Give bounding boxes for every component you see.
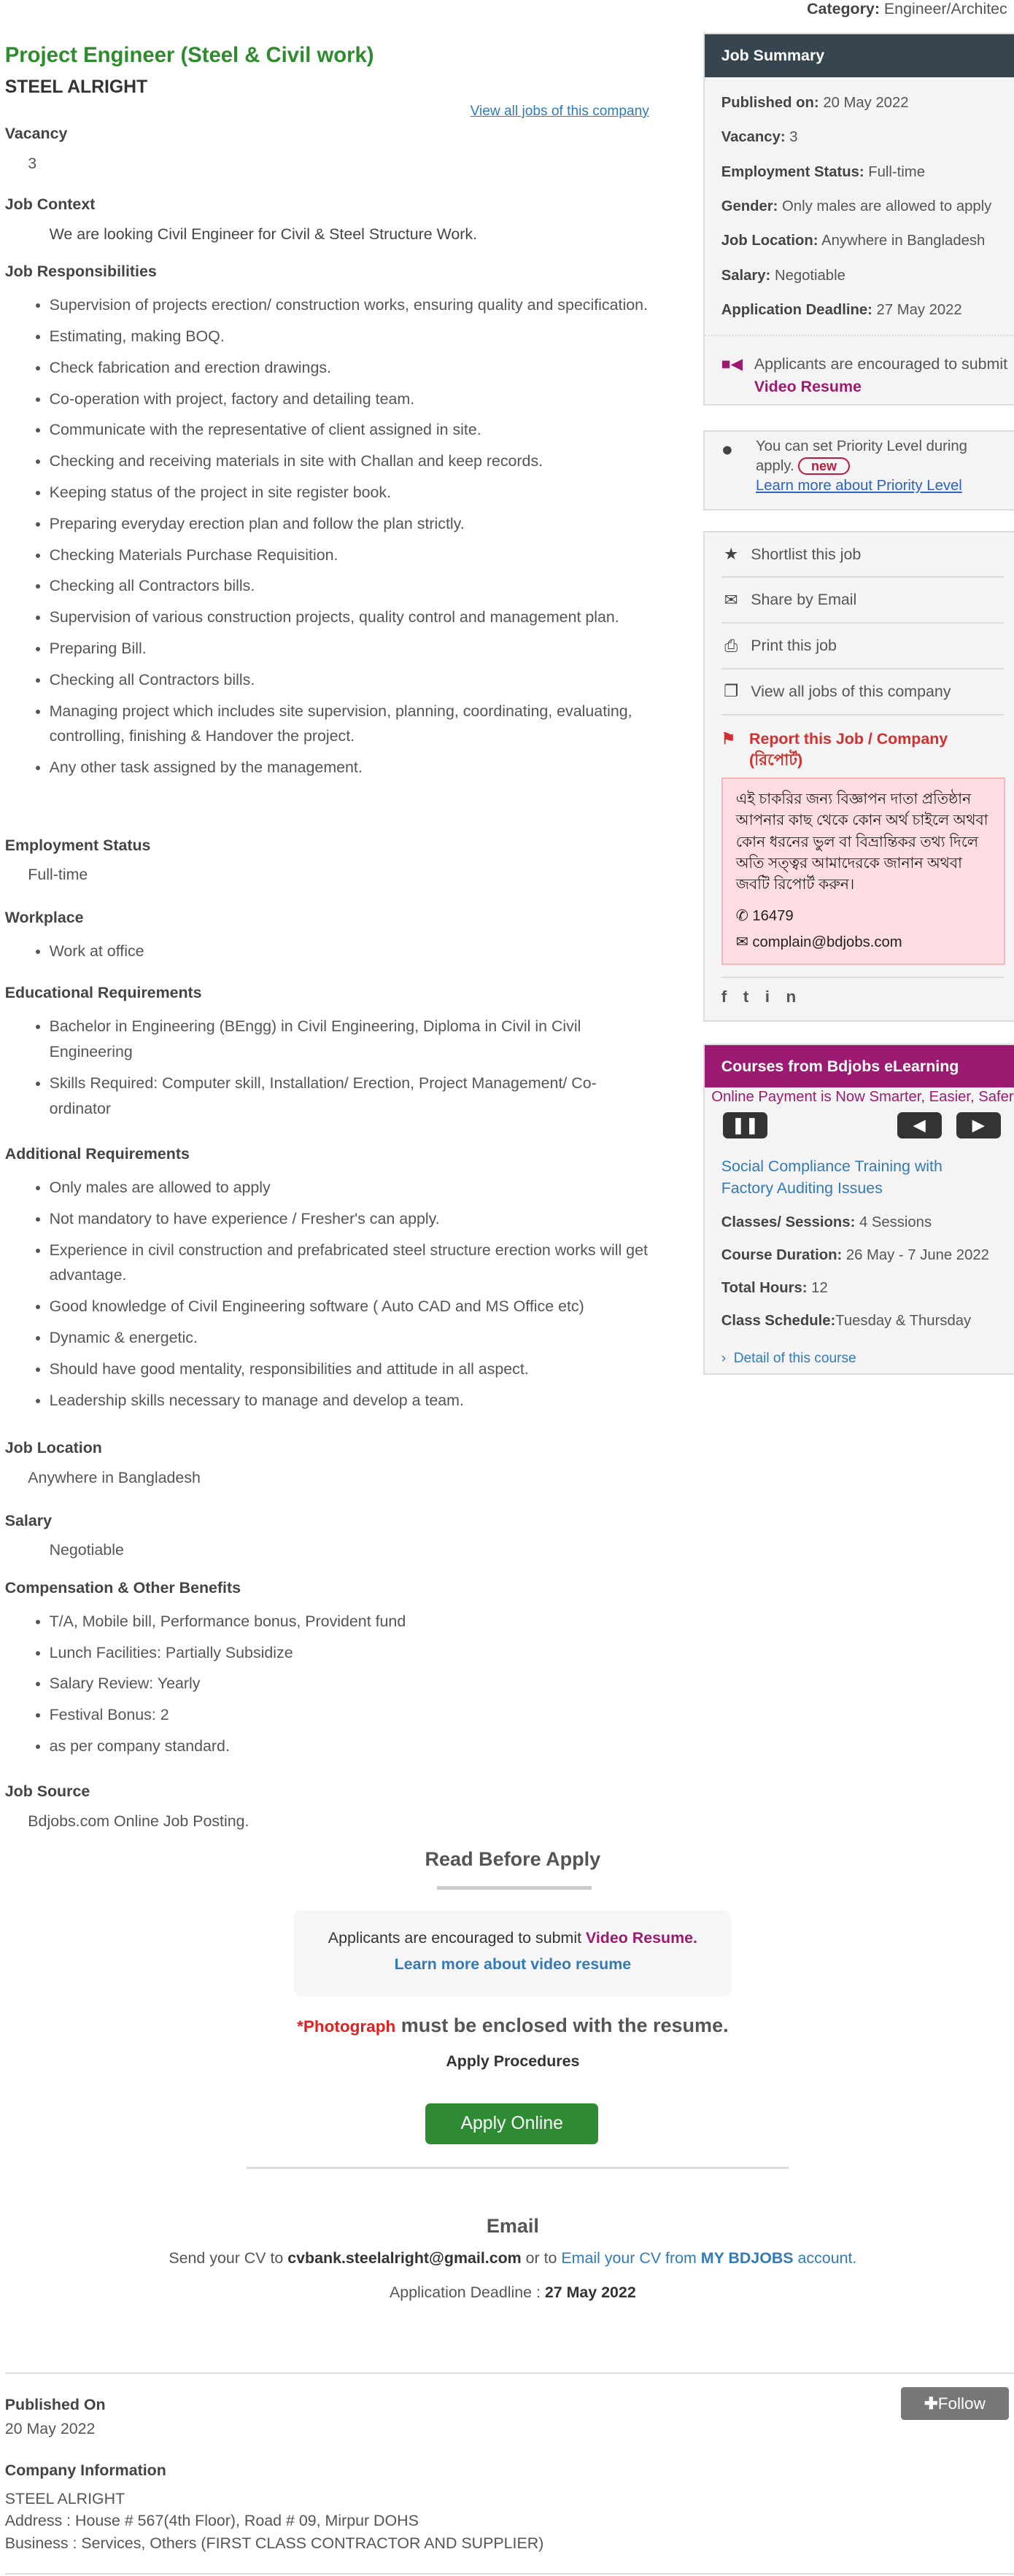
summary-row <box>721 1311 1014 1331</box>
list-item: • Leadership skills necessary to manage and develop a team. <box>50 1388 654 1413</box>
read-before-apply-heading: Read Before Apply <box>425 1848 601 1871</box>
summary-row <box>721 128 1014 147</box>
new-badge: new <box>798 457 850 475</box>
job-title: Project Engineer (Steel & Civil work) <box>4 42 374 67</box>
list-item: • Check fabrication and erection drawings. <box>50 355 654 381</box>
cv-email-address: cvbank.steelalright@gmail.com <box>287 2249 522 2267</box>
row-label: Course Duration: <box>721 1246 843 1263</box>
envelope-icon: ✉ <box>724 590 738 609</box>
job-context-section <box>5 195 654 244</box>
text: Applicants are encouraged to submit <box>754 354 1008 373</box>
list-item: • Preparing everyday erection plan and follow the plan strictly. <box>50 511 654 537</box>
email-instructions <box>0 2249 1014 2267</box>
workplace-section <box>5 909 654 970</box>
video-resume-link[interactable]: Video Resume. <box>585 1928 697 1947</box>
my-bdjobs-link[interactable]: MY BDJOBS <box>700 2249 794 2267</box>
label: Print this job <box>751 637 837 655</box>
source-section <box>5 1782 654 1831</box>
summary-rows <box>705 77 1014 320</box>
account-link[interactable]: account. <box>793 2249 857 2267</box>
text: Send your CV to <box>169 2249 288 2267</box>
video-camera-icon: ■◀ <box>721 354 743 373</box>
courses-title: Courses from Bdjobs eLearning <box>705 1045 1014 1088</box>
company-info-heading: Company Information <box>4 2461 166 2479</box>
list-item: • Experience in civil construction and prefabricated steel structure erection works will get advantage. <box>50 1238 654 1289</box>
row-value: 20 May 2022 <box>818 95 909 112</box>
label: Report this Job / Company (রিপোর্ট) <box>749 729 948 769</box>
previous-button[interactable] <box>897 1112 942 1138</box>
list-item: • Preparing Bill. <box>50 636 654 662</box>
video-text: Applicants are encouraged to submit <box>328 1928 582 1947</box>
row-value: 3 <box>785 129 798 146</box>
pause-icon: ❚❚ <box>731 1115 759 1134</box>
follow-button[interactable] <box>901 2387 1010 2420</box>
envelope-icon: ✉ <box>735 934 748 950</box>
copy-icon: ❐ <box>724 682 739 701</box>
label: Shortlist this job <box>751 545 862 563</box>
category <box>807 0 1007 18</box>
summary-row <box>721 266 1014 286</box>
list-item: • Lunch Facilities: Partially Subsidize <box>50 1640 654 1666</box>
course-rows <box>705 1213 1014 1331</box>
phone-icon: ✆ <box>735 907 748 924</box>
learn-video-resume-link[interactable]: Learn more about video resume <box>394 1955 632 1974</box>
list-item: • Managing project which includes site supervision, planning, coordinating, evaluating, controlling, finishing & Handover the project. <box>50 699 654 750</box>
responsibilities-list <box>5 292 654 780</box>
social-links <box>721 977 1004 1007</box>
section-heading: Additional Requirements <box>4 1145 190 1163</box>
priority-level-link[interactable]: Learn more about Priority Level <box>756 478 962 494</box>
summary-row <box>721 300 1014 320</box>
email-cv-link[interactable]: Email your CV from <box>561 2249 701 2267</box>
section-heading: Job Responsibilities <box>4 263 157 281</box>
section-heading: Educational Requirements <box>4 984 202 1002</box>
list-item: • Festival Bonus: 2 <box>50 1702 654 1728</box>
benefits-list <box>5 1609 654 1759</box>
label: View all jobs of this company <box>751 682 951 700</box>
salary-value: Negotiable <box>49 1541 124 1559</box>
shortlist-button[interactable] <box>721 532 1004 578</box>
photograph-required: *Photograph <box>297 2017 396 2036</box>
row-label: Published on: <box>721 95 819 112</box>
follow-label: Follow <box>937 2394 986 2413</box>
list-item: • Dynamic & energetic. <box>50 1325 654 1351</box>
divider <box>437 1886 592 1890</box>
share-email-button[interactable] <box>721 578 1004 624</box>
list-item: • Salary Review: Yearly <box>50 1671 654 1696</box>
phone-row <box>736 906 991 927</box>
vacancy-section <box>5 125 654 173</box>
list-item: • Checking and receiving materials in site with Challan and keep records. <box>50 449 654 474</box>
benefits-section <box>5 1579 654 1765</box>
video-resume-note <box>705 335 1014 399</box>
printer-icon: ⎙ <box>724 636 738 655</box>
list-item: • Work at office <box>50 939 654 964</box>
divider <box>247 2167 789 2168</box>
arrow-left-icon: ◀ <box>913 1115 926 1134</box>
next-button[interactable] <box>956 1112 1001 1138</box>
photograph-text: must be enclosed with the resume. <box>395 2014 729 2036</box>
course-title-link[interactable]: Social Compliance Training with Factory Auditing Issues <box>721 1157 943 1198</box>
source-value: Bdjobs.com Online Job Posting. <box>28 1812 249 1831</box>
list-item: • Co-operation with project, factory and detailing team. <box>50 387 654 412</box>
list-item: • Not mandatory to have experience / Fresher's can apply. <box>50 1206 654 1232</box>
video-resume-link[interactable]: Video Resume <box>754 378 862 396</box>
published-on-value: 20 May 2022 <box>4 2420 96 2438</box>
list-item: • T/A, Mobile bill, Performance bonus, Provident fund <box>50 1609 654 1634</box>
published-on-heading: Published On <box>4 2395 106 2413</box>
list-item: • Bachelor in Engineering (BEngg) in Civil Engineering, Diploma in Civil in Civil Engineering <box>50 1014 654 1065</box>
arrow-right-icon: ▶ <box>972 1115 985 1134</box>
additional-section <box>5 1145 654 1419</box>
email-row <box>736 932 991 953</box>
education-section <box>5 984 654 1127</box>
actions-panel <box>703 531 1014 1022</box>
location-section <box>5 1439 654 1487</box>
list-item: • Estimating, making BOQ. <box>50 324 654 349</box>
phone-number: 16479 <box>752 907 794 924</box>
priority-panel <box>703 430 1014 511</box>
section-heading: Workplace <box>4 908 84 926</box>
plus-icon: ✚ <box>924 2394 938 2413</box>
company-address: Address : House # 567(4th Floor), Road # 09, Mirpur DOHS <box>4 2512 419 2530</box>
flag-icon: ⚑ <box>721 729 735 748</box>
chevron-right-icon: › <box>721 1350 727 1366</box>
row-value: Anywhere in Bangladesh <box>818 233 986 249</box>
list-item: • Checking Materials Purchase Requisition. <box>50 543 654 568</box>
section-heading: Compensation & Other Benefits <box>4 1578 241 1597</box>
list-item: • Checking all Contractors bills. <box>50 573 654 599</box>
row-value: 4 Sessions <box>855 1214 932 1230</box>
apply-online-button[interactable]: Apply Online <box>425 2103 598 2144</box>
summary-row <box>721 93 1014 113</box>
print-button[interactable] <box>721 624 1004 670</box>
job-summary-panel <box>703 33 1014 406</box>
twitter-icon[interactable]: t <box>743 988 765 1006</box>
fraud-warning-box <box>721 777 1005 964</box>
company-name: STEEL ALRIGHT <box>4 2489 125 2507</box>
view-all-jobs-button[interactable] <box>721 670 1004 715</box>
row-label: Job Location: <box>721 233 818 249</box>
row-label: Salary: <box>721 267 771 284</box>
summary-row <box>721 1279 1014 1298</box>
category-label: Category: <box>807 0 880 18</box>
row-value: Only males are allowed to apply <box>778 198 992 215</box>
divider <box>5 2373 1014 2374</box>
row-value: 26 May - 7 June 2022 <box>842 1246 989 1263</box>
job-summary-title: Job Summary <box>705 34 1014 77</box>
video-resume-box <box>294 1911 731 1996</box>
location-value: Anywhere in Bangladesh <box>28 1469 201 1487</box>
row-label: Total Hours: <box>721 1279 808 1296</box>
list-item: • Supervision of various construction projects, quality control and management plan. <box>50 605 654 630</box>
summary-row <box>721 231 1014 251</box>
salary-section <box>5 1512 654 1560</box>
list-item: • Communicate with the representative of client assigned in site. <box>50 417 654 443</box>
label: Detail of this course <box>733 1350 856 1366</box>
row-value: Negotiable <box>770 267 845 284</box>
context-text: We are looking Civil Engineer for Civil & Steel Structure Work. <box>49 225 478 243</box>
view-all-jobs-link[interactable]: View all jobs of this company <box>470 103 649 119</box>
row-value: Tuesday & Thursday <box>835 1312 972 1329</box>
photograph-notice <box>0 2014 1014 2037</box>
row-value: 12 <box>807 1279 828 1296</box>
section-heading: Vacancy <box>4 125 68 143</box>
list-item: • Should have good mentality, responsibilities and attitude in all aspect. <box>50 1357 654 1382</box>
list-item: • Good knowledge of Civil Engineering software ( Auto CAD and MS Office etc) <box>50 1294 654 1319</box>
row-label: Gender: <box>721 198 778 215</box>
email-deadline <box>0 2284 1014 2302</box>
section-heading: Job Location <box>4 1439 102 1457</box>
list-item: • as per company standard. <box>50 1734 654 1759</box>
apply-procedures-heading: Apply Procedures <box>446 2052 580 2070</box>
section-heading: Employment Status <box>4 836 151 854</box>
courses-panel <box>703 1044 1014 1376</box>
courses-marquee: Online Payment is Now Smarter, Easier, Safer <box>711 1089 1014 1106</box>
row-value: 27 May 2022 <box>872 301 962 318</box>
facebook-icon[interactable]: f <box>721 988 743 1006</box>
list-item: • Any other task assigned by the management. <box>50 755 654 780</box>
summary-row <box>721 1213 1014 1233</box>
deadline-label: Application Deadline : <box>389 2284 545 2302</box>
complain-email: complain@bdjobs.com <box>752 934 902 950</box>
report-button[interactable] <box>721 729 984 772</box>
pause-button[interactable] <box>723 1112 767 1138</box>
section-heading: Job Context <box>4 195 96 214</box>
linkedin-icon[interactable]: in <box>765 988 813 1006</box>
category-value: Engineer/Architec <box>883 0 1007 18</box>
employment-status-section <box>5 837 654 885</box>
star-icon: ★ <box>724 545 739 564</box>
row-label: Class Schedule: <box>721 1312 836 1329</box>
email-heading: Email <box>486 2214 539 2237</box>
list-item: • Checking all Contractors bills. <box>50 667 654 693</box>
company-name: STEEL ALRIGHT <box>4 77 148 97</box>
summary-row <box>721 1246 1014 1265</box>
text: or to <box>521 2249 562 2267</box>
section-heading: Salary <box>4 1511 52 1529</box>
row-value: Full-time <box>864 163 925 180</box>
company-info <box>5 2488 544 2554</box>
row-label: Application Deadline: <box>721 301 872 318</box>
badge-icon: ● <box>721 438 734 461</box>
priority-text: You can set Priority Level during apply. <box>756 438 967 474</box>
deadline-value: 27 May 2022 <box>544 2284 636 2302</box>
row-label: Vacancy: <box>721 129 786 146</box>
responsibilities-section <box>5 263 654 786</box>
summary-row <box>721 197 1014 217</box>
additional-list <box>5 1175 654 1413</box>
label: Share by Email <box>751 591 857 609</box>
summary-row <box>721 163 1014 182</box>
row-label: Employment Status: <box>721 163 864 180</box>
list-item: • Keeping status of the project in site register book. <box>50 480 654 505</box>
divider <box>5 2573 1014 2575</box>
section-heading: Job Source <box>4 1782 90 1801</box>
row-label: Classes/ Sessions: <box>721 1214 856 1230</box>
employment-status-value: Full-time <box>28 866 88 884</box>
list-item: • Skills Required: Computer skill, Installation/ Erection, Project Management/ Co-ordinator <box>50 1071 654 1122</box>
list-item: • Supervision of projects erection/ construction works, ensuring quality and specification. <box>50 292 654 318</box>
list-item: • Only males are allowed to apply <box>50 1175 654 1200</box>
company-business: Business : Services, Others (FIRST CLASS CONTRACTOR AND SUPPLIER) <box>4 2534 544 2552</box>
course-detail-link[interactable] <box>721 1351 1014 1367</box>
warning-text: এই চাকরির জন্য বিজ্ঞাপন দাতা প্রতিষ্ঠান আপনার কাছ থেকে কোন অর্থ চাইলে অথবা কোন ধরনের ভুল বা বিভ্রান্তিকর তথ্য দিলে অতি সত্ত্বর আমাদেরকে জানান অথবা জবটি রিপোর্ট করুন। <box>735 791 988 893</box>
vacancy-value: 3 <box>28 154 37 172</box>
